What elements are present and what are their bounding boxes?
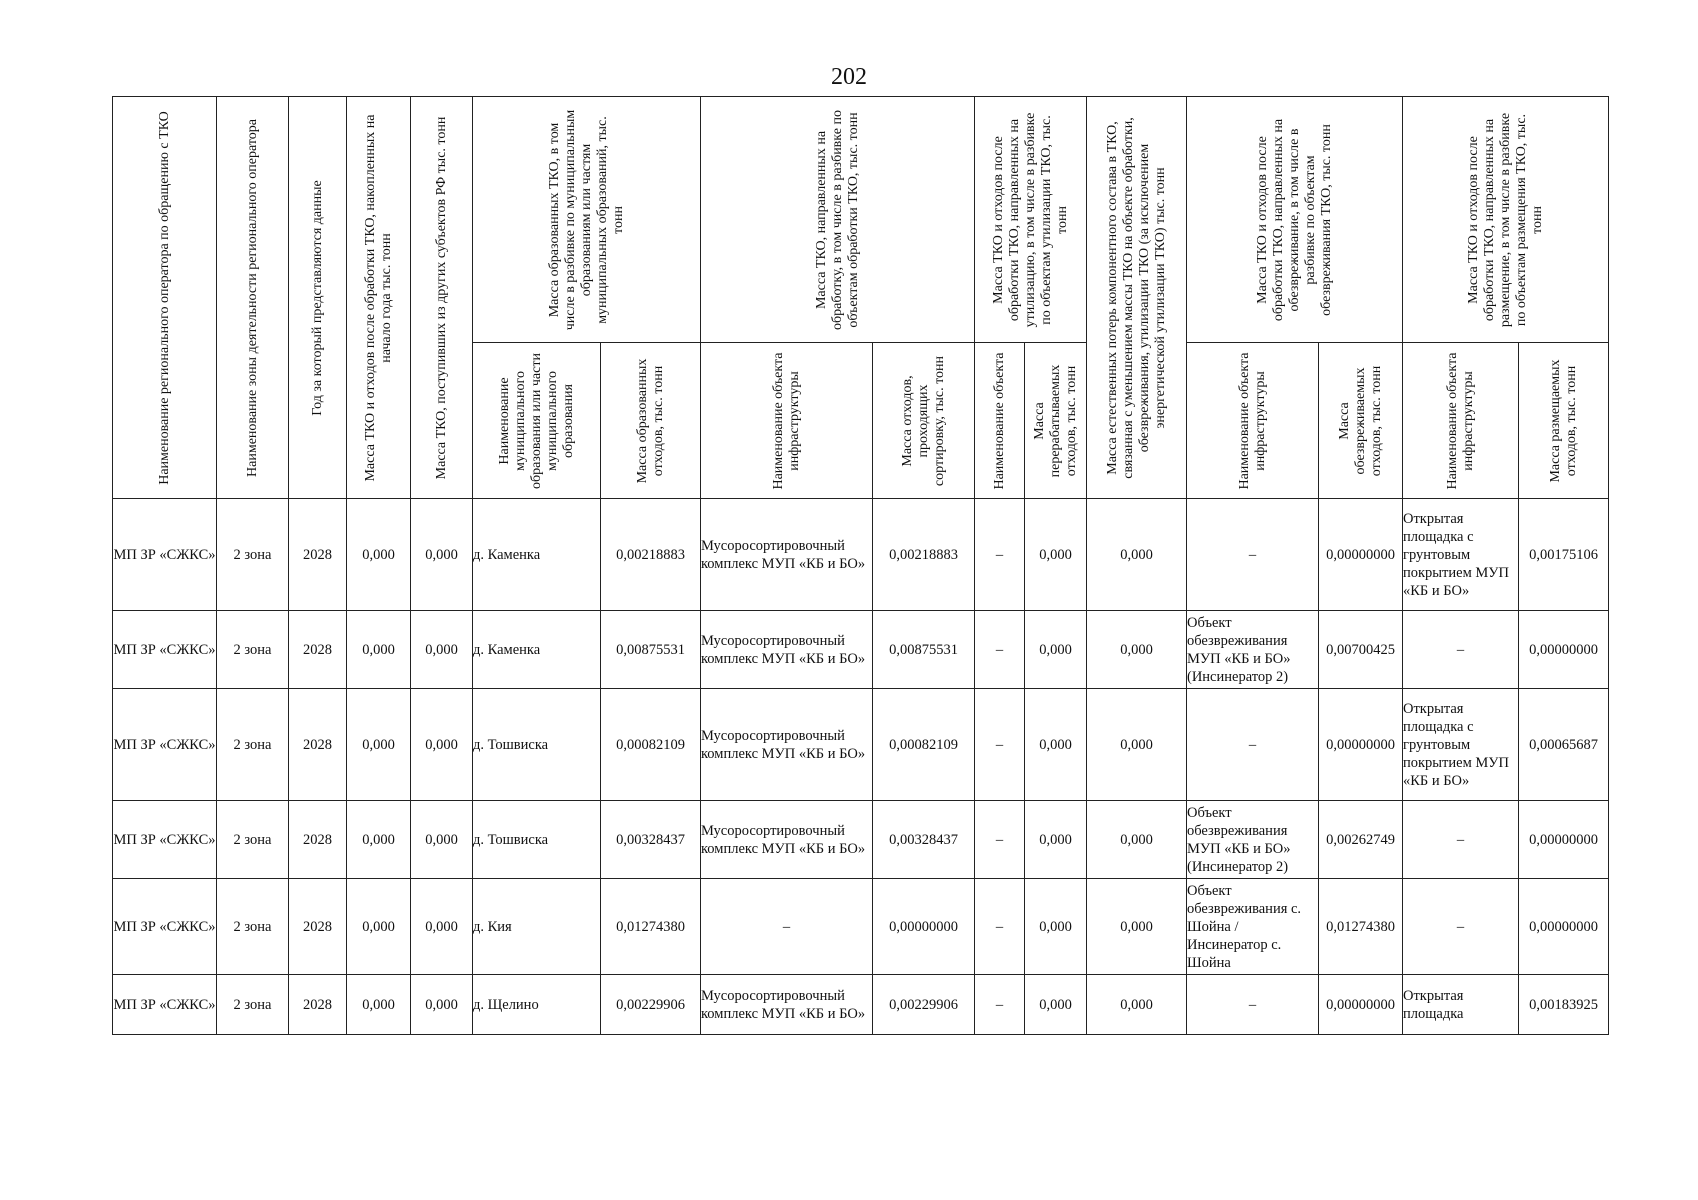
- cell-formed-mass: 0,00328437: [601, 801, 701, 879]
- cell-natural-loss: 0,000: [1087, 689, 1187, 801]
- cell-placement-mass: 0,00000000: [1519, 611, 1609, 689]
- cell-util-object: –: [975, 499, 1025, 611]
- cell-mass-start: 0,000: [347, 801, 411, 879]
- cell-operator: МП ЗР «СЖКС»: [113, 499, 217, 611]
- header-formed-name: Наименование муниципального образования или части муниципального образования: [473, 343, 601, 499]
- cell-processing-object: Мусоросортировочный комплекс МУП «КБ и БО»: [701, 975, 873, 1035]
- table-row: [113, 499, 1609, 611]
- cell-mass-other: 0,000: [411, 499, 473, 611]
- cell-natural-loss: 0,000: [1087, 879, 1187, 975]
- cell-mass-other: 0,000: [411, 975, 473, 1035]
- cell-settlement: д. Тошвиска: [473, 689, 601, 801]
- cell-neutral-object: –: [1187, 975, 1319, 1035]
- cell-util-mass: 0,000: [1025, 689, 1087, 801]
- cell-year: 2028: [289, 689, 347, 801]
- cell-placement-mass: 0,00175106: [1519, 499, 1609, 611]
- cell-processing-object: Мусоросортировочный комплекс МУП «КБ и БО»: [701, 611, 873, 689]
- cell-processing-mass: 0,00229906: [873, 975, 975, 1035]
- table-header: [113, 97, 1609, 499]
- cell-placement-mass: 0,00000000: [1519, 801, 1609, 879]
- cell-neutral-mass: 0,00262749: [1319, 801, 1403, 879]
- cell-processing-object: Мусоросортировочный комплекс МУП «КБ и БО»: [701, 689, 873, 801]
- cell-neutral-mass: 0,00700425: [1319, 611, 1403, 689]
- cell-placement-mass: 0,00000000: [1519, 879, 1609, 975]
- cell-neutral-mass: 0,00000000: [1319, 689, 1403, 801]
- header-zone: Наименование зоны деятельности регионального оператора: [217, 97, 289, 499]
- cell-settlement: д. Тошвиска: [473, 801, 601, 879]
- header-processing-group: Масса ТКО, направленных на обработку, в том числе в разбивке по объектам обработки ТКО, тыс. тонн: [701, 97, 975, 343]
- cell-formed-mass: 0,01274380: [601, 879, 701, 975]
- cell-mass-start: 0,000: [347, 499, 411, 611]
- cell-processing-object: –: [701, 879, 873, 975]
- cell-zone: 2 зона: [217, 499, 289, 611]
- cell-natural-loss: 0,000: [1087, 499, 1187, 611]
- header-natural-loss: Масса естественных потерь компонентного состава в ТКО, связанная с уменьшением массы ТКО на объекте обработки, обезвреживания, утилизации ТКО (за исключением энергетической утилизации ТКО) тыс. тонн: [1087, 97, 1187, 499]
- header-utilization-name: Наименование объекта: [975, 343, 1025, 499]
- header-formed-group: Масса образованных ТКО, в том числе в разбивке по муниципальным образованиям или частям муниципальных образований, тыс. тонн: [473, 97, 701, 343]
- cell-util-mass: 0,000: [1025, 879, 1087, 975]
- cell-neutral-mass: 0,00000000: [1319, 975, 1403, 1035]
- table-body: [113, 499, 1609, 1035]
- cell-neutral-mass: 0,01274380: [1319, 879, 1403, 975]
- cell-year: 2028: [289, 879, 347, 975]
- cell-neutral-object: –: [1187, 689, 1319, 801]
- page-number: 202: [831, 64, 867, 90]
- cell-settlement: д. Каменка: [473, 499, 601, 611]
- cell-placement-object: Открытая площадка: [1403, 975, 1519, 1035]
- cell-placement-object: Открытая площадка с грунтовым покрытием МУП «КБ и БО»: [1403, 499, 1519, 611]
- cell-util-object: –: [975, 801, 1025, 879]
- cell-processing-object: Мусоросортировочный комплекс МУП «КБ и БО»: [701, 801, 873, 879]
- header-neutralization-group: Масса ТКО и отходов после обработки ТКО, направленных на обезвреживание, в том числе в разбивке по объектам обезвреживания ТКО, тыс. тонн: [1187, 97, 1403, 343]
- table-row: [113, 611, 1609, 689]
- cell-year: 2028: [289, 801, 347, 879]
- tko-table: [112, 96, 1609, 1035]
- cell-mass-start: 0,000: [347, 611, 411, 689]
- header-formed-mass: Масса образованных отходов, тыс. тонн: [601, 343, 701, 499]
- cell-processing-mass: 0,00218883: [873, 499, 975, 611]
- cell-processing-mass: 0,00000000: [873, 879, 975, 975]
- cell-formed-mass: 0,00082109: [601, 689, 701, 801]
- cell-neutral-object: Объект обезвреживания с. Шойна / Инсинератор с. Шойна: [1187, 879, 1319, 975]
- table-row: [113, 975, 1609, 1035]
- cell-formed-mass: 0,00229906: [601, 975, 701, 1035]
- cell-zone: 2 зона: [217, 611, 289, 689]
- cell-natural-loss: 0,000: [1087, 611, 1187, 689]
- cell-mass-start: 0,000: [347, 879, 411, 975]
- cell-util-mass: 0,000: [1025, 975, 1087, 1035]
- cell-neutral-mass: 0,00000000: [1319, 499, 1403, 611]
- cell-operator: МП ЗР «СЖКС»: [113, 689, 217, 801]
- cell-operator: МП ЗР «СЖКС»: [113, 879, 217, 975]
- cell-util-mass: 0,000: [1025, 611, 1087, 689]
- header-operator: Наименование регионального оператора по обращению с ТКО: [113, 97, 217, 499]
- header-year: Год за который представляются данные: [289, 97, 347, 499]
- cell-operator: МП ЗР «СЖКС»: [113, 611, 217, 689]
- cell-mass-start: 0,000: [347, 975, 411, 1035]
- cell-util-object: –: [975, 975, 1025, 1035]
- cell-neutral-object: Объект обезвреживания МУП «КБ и БО» (Инсинератор 2): [1187, 611, 1319, 689]
- cell-placement-object: –: [1403, 611, 1519, 689]
- cell-settlement: д. Каменка: [473, 611, 601, 689]
- header-utilization-group: Масса ТКО и отходов после обработки ТКО, направленных на утилизацию, в том числе в разбивке по объектам утилизации ТКО, тыс. тонн: [975, 97, 1087, 343]
- header-placement-mass: Масса размещаемых отходов, тыс. тонн: [1519, 343, 1609, 499]
- cell-placement-mass: 0,00065687: [1519, 689, 1609, 801]
- header-neutralization-name: Наименование объекта инфраструктуры: [1187, 343, 1319, 499]
- cell-placement-object: –: [1403, 801, 1519, 879]
- cell-zone: 2 зона: [217, 879, 289, 975]
- cell-mass-other: 0,000: [411, 801, 473, 879]
- cell-util-mass: 0,000: [1025, 801, 1087, 879]
- cell-processing-mass: 0,00328437: [873, 801, 975, 879]
- cell-mass-start: 0,000: [347, 689, 411, 801]
- cell-util-object: –: [975, 689, 1025, 801]
- cell-zone: 2 зона: [217, 689, 289, 801]
- cell-neutral-object: –: [1187, 499, 1319, 611]
- cell-operator: МП ЗР «СЖКС»: [113, 801, 217, 879]
- header-mass-start: Масса ТКО и отходов после обработки ТКО, накопленных на начало года тыс. тонн: [347, 97, 411, 499]
- cell-processing-mass: 0,00082109: [873, 689, 975, 801]
- cell-util-object: –: [975, 879, 1025, 975]
- header-placement-name: Наименование объекта инфраструктуры: [1403, 343, 1519, 499]
- header-placement-group: Масса ТКО и отходов после обработки ТКО, направленных на размещение, в том числе в разбивке по объектам размещения ТКО, тыс. тонн: [1403, 97, 1609, 343]
- header-neutralization-mass: Масса обезвреживаемых отходов, тыс. тонн: [1319, 343, 1403, 499]
- cell-year: 2028: [289, 611, 347, 689]
- cell-zone: 2 зона: [217, 801, 289, 879]
- cell-processing-object: Мусоросортировочный комплекс МУП «КБ и БО»: [701, 499, 873, 611]
- cell-year: 2028: [289, 975, 347, 1035]
- table-row: [113, 801, 1609, 879]
- cell-placement-mass: 0,00183925: [1519, 975, 1609, 1035]
- cell-mass-other: 0,000: [411, 611, 473, 689]
- cell-zone: 2 зона: [217, 975, 289, 1035]
- cell-settlement: д. Кия: [473, 879, 601, 975]
- cell-natural-loss: 0,000: [1087, 975, 1187, 1035]
- cell-placement-object: Открытая площадка с грунтовым покрытием МУП «КБ и БО»: [1403, 689, 1519, 801]
- cell-neutral-object: Объект обезвреживания МУП «КБ и БО» (Инсинератор 2): [1187, 801, 1319, 879]
- header-processing-mass: Масса отходов, проходящих сортировку, тыс. тонн: [873, 343, 975, 499]
- header-mass-other: Масса ТКО, поступивших из других субъектов РФ тыс. тонн: [411, 97, 473, 499]
- cell-operator: МП ЗР «СЖКС»: [113, 975, 217, 1035]
- cell-natural-loss: 0,000: [1087, 801, 1187, 879]
- header-utilization-mass: Масса перерабатываемых отходов, тыс. тонн: [1025, 343, 1087, 499]
- cell-year: 2028: [289, 499, 347, 611]
- cell-placement-object: –: [1403, 879, 1519, 975]
- table-row: [113, 689, 1609, 801]
- cell-processing-mass: 0,00875531: [873, 611, 975, 689]
- table-row: [113, 879, 1609, 975]
- cell-formed-mass: 0,00875531: [601, 611, 701, 689]
- cell-mass-other: 0,000: [411, 879, 473, 975]
- cell-mass-other: 0,000: [411, 689, 473, 801]
- cell-settlement: д. Щелино: [473, 975, 601, 1035]
- cell-util-object: –: [975, 611, 1025, 689]
- cell-formed-mass: 0,00218883: [601, 499, 701, 611]
- header-processing-name: Наименование объекта инфраструктуры: [701, 343, 873, 499]
- cell-util-mass: 0,000: [1025, 499, 1087, 611]
